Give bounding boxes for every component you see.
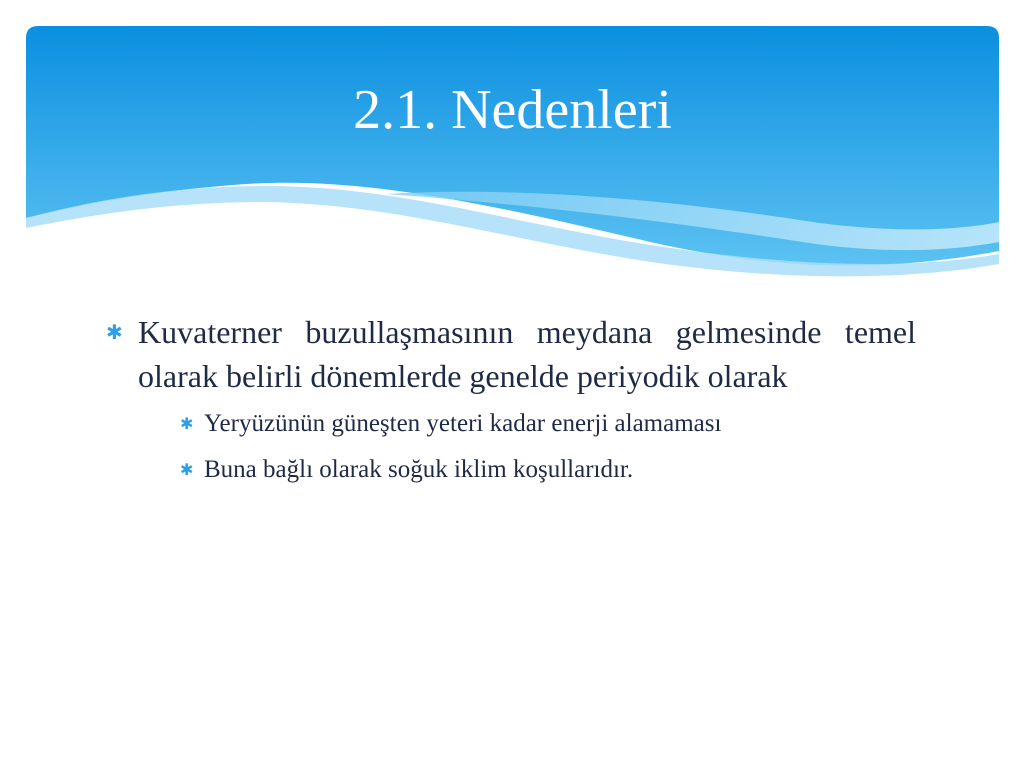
- bullet-list: [106, 310, 916, 486]
- bullet-item: [106, 310, 916, 398]
- slide-title: 2.1. Nedenleri: [353, 79, 672, 141]
- header-wave-graphic: [26, 26, 999, 296]
- header-band: [26, 26, 999, 296]
- sub-bullet-text: Yeryüzünün güneşten yeteri kadar enerji alamaması: [204, 410, 722, 437]
- asterisk-icon: ✱: [180, 414, 194, 433]
- asterisk-icon: ✱: [180, 460, 194, 479]
- asterisk-icon: ✱: [106, 320, 123, 344]
- bullet-text: Kuvaterner buzullaşmasının meydana gelmesinde temel olarak belirli dönemlerde genelde periyodik olarak: [138, 314, 916, 394]
- sub-bullet-text: Buna bağlı olarak soğuk iklim koşullarıdır.: [204, 456, 634, 483]
- sub-bullet-item: [106, 408, 916, 440]
- sub-bullet-item: [106, 454, 916, 486]
